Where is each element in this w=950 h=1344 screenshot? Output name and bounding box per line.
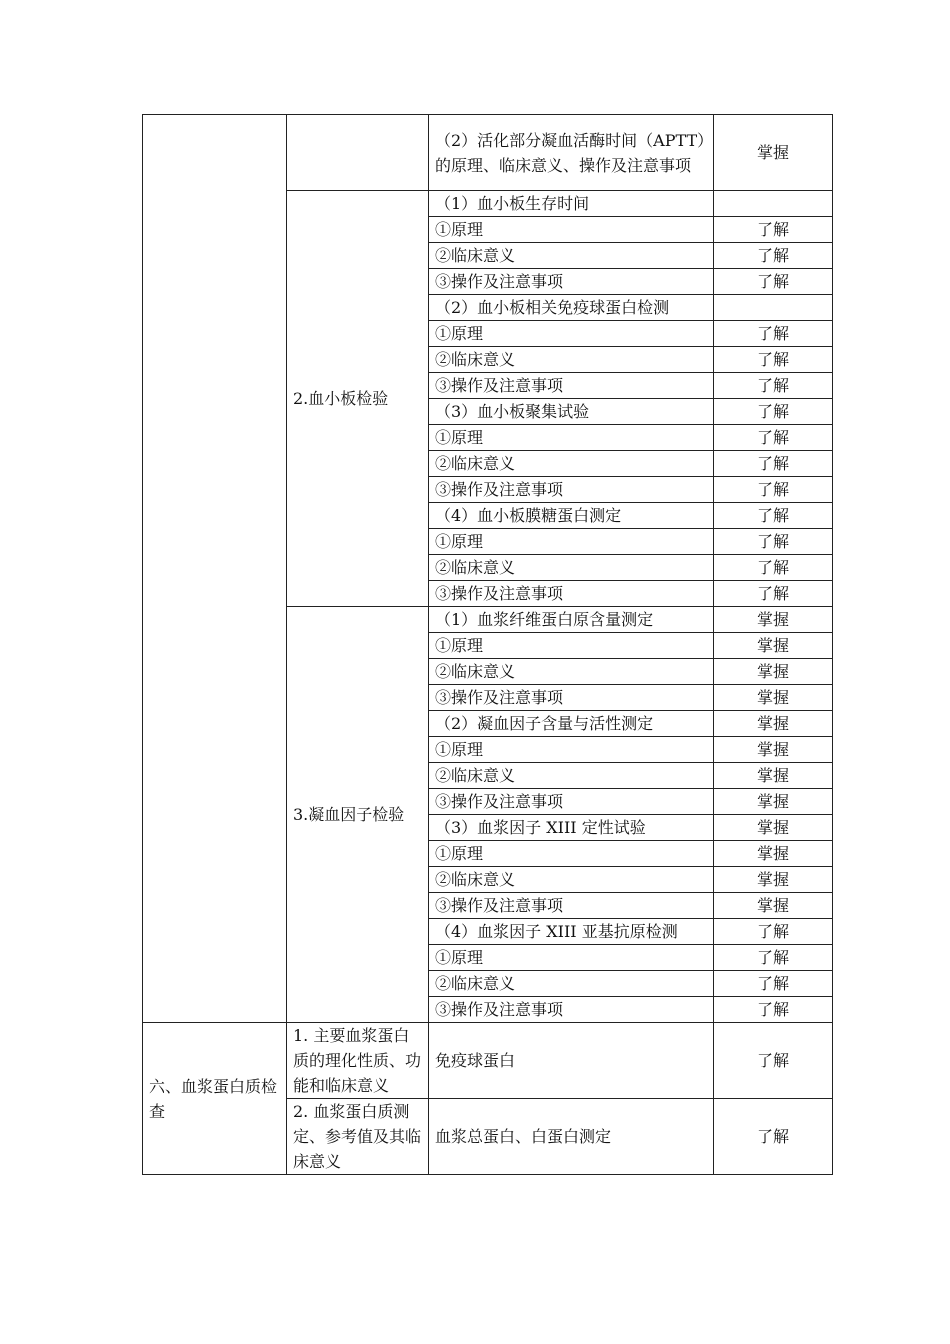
coag-unit-cell: 3.凝血因子检验 (287, 607, 429, 1023)
syllabus-table (142, 114, 833, 1175)
item-cell: ②临床意义 (429, 243, 714, 269)
item-cell: ①原理 (429, 425, 714, 451)
level-cell: 了解 (714, 503, 833, 529)
level-cell: 了解 (714, 1099, 833, 1175)
item-cell: ②临床意义 (429, 555, 714, 581)
item-cell: ③操作及注意事项 (429, 269, 714, 295)
item-cell: （2）凝血因子含量与活性测定 (429, 711, 714, 737)
item-cell: 免疫球蛋白 (429, 1023, 714, 1099)
table-row (143, 1023, 833, 1099)
item-cell: ②临床意义 (429, 763, 714, 789)
topic-cell: 1. 主要血浆蛋白质的理化性质、功能和临床意义 (287, 1023, 429, 1099)
level-cell: 了解 (714, 581, 833, 607)
unit-cell-continued (143, 115, 287, 1023)
level-cell: 了解 (714, 919, 833, 945)
item-cell: （4）血浆因子 XIII 亚基抗原检测 (429, 919, 714, 945)
item-cell: （2）活化部分凝血活酶时间（APTT）的原理、临床意义、操作及注意事项 (429, 115, 714, 191)
level-cell: 掌握 (714, 867, 833, 893)
topic-cell: 2. 血浆蛋白质测定、参考值及其临床意义 (287, 1099, 429, 1175)
level-cell: 了解 (714, 425, 833, 451)
item-cell: ①原理 (429, 841, 714, 867)
level-cell: 掌握 (714, 711, 833, 737)
item-cell: ①原理 (429, 217, 714, 243)
level-cell: 了解 (714, 347, 833, 373)
item-cell: ②临床意义 (429, 347, 714, 373)
level-cell: 了解 (714, 321, 833, 347)
item-cell: ③操作及注意事项 (429, 685, 714, 711)
level-cell: 掌握 (714, 893, 833, 919)
level-cell: 了解 (714, 399, 833, 425)
level-cell: 了解 (714, 243, 833, 269)
item-cell: ①原理 (429, 633, 714, 659)
item-cell: （1）血小板生存时间 (429, 191, 714, 217)
item-cell: （1）血浆纤维蛋白原含量测定 (429, 607, 714, 633)
syllabus-body (143, 115, 833, 1175)
item-cell: ③操作及注意事项 (429, 997, 714, 1023)
level-cell (714, 295, 833, 321)
item-cell: ②临床意义 (429, 867, 714, 893)
level-cell: 掌握 (714, 841, 833, 867)
item-cell: （3）血小板聚集试验 (429, 399, 714, 425)
item-cell: ③操作及注意事项 (429, 373, 714, 399)
level-cell: 了解 (714, 997, 833, 1023)
level-cell: 了解 (714, 217, 833, 243)
item-cell: ③操作及注意事项 (429, 789, 714, 815)
level-cell: 掌握 (714, 763, 833, 789)
level-cell: 掌握 (714, 685, 833, 711)
level-cell: 掌握 (714, 815, 833, 841)
level-cell: 了解 (714, 477, 833, 503)
level-cell: 了解 (714, 971, 833, 997)
item-cell: ②临床意义 (429, 451, 714, 477)
item-cell: （3）血浆因子 XIII 定性试验 (429, 815, 714, 841)
item-cell: ①原理 (429, 321, 714, 347)
item-cell: （4）血小板膜糖蛋白测定 (429, 503, 714, 529)
level-cell: 了解 (714, 945, 833, 971)
plasma-protein-unit-cell: 六、血浆蛋白质检查 (143, 1023, 287, 1175)
level-cell: 掌握 (714, 633, 833, 659)
table-row (143, 115, 833, 191)
item-cell: ③操作及注意事项 (429, 477, 714, 503)
platelet-unit-cell: 2.血小板检验 (287, 191, 429, 607)
level-cell: 了解 (714, 269, 833, 295)
level-cell: 了解 (714, 451, 833, 477)
topic-cell-continued (287, 115, 429, 191)
item-cell: ③操作及注意事项 (429, 893, 714, 919)
item-cell: 血浆总蛋白、白蛋白测定 (429, 1099, 714, 1175)
level-cell: 了解 (714, 555, 833, 581)
item-cell: ②临床意义 (429, 659, 714, 685)
level-cell (714, 191, 833, 217)
item-cell: ①原理 (429, 529, 714, 555)
item-cell: （2）血小板相关免疫球蛋白检测 (429, 295, 714, 321)
level-cell: 掌握 (714, 737, 833, 763)
level-cell: 掌握 (714, 789, 833, 815)
item-cell: ②临床意义 (429, 971, 714, 997)
level-cell: 了解 (714, 529, 833, 555)
item-cell: ③操作及注意事项 (429, 581, 714, 607)
level-cell: 掌握 (714, 115, 833, 191)
item-cell: ①原理 (429, 945, 714, 971)
level-cell: 了解 (714, 1023, 833, 1099)
item-cell: ①原理 (429, 737, 714, 763)
level-cell: 了解 (714, 373, 833, 399)
level-cell: 掌握 (714, 659, 833, 685)
level-cell: 掌握 (714, 607, 833, 633)
